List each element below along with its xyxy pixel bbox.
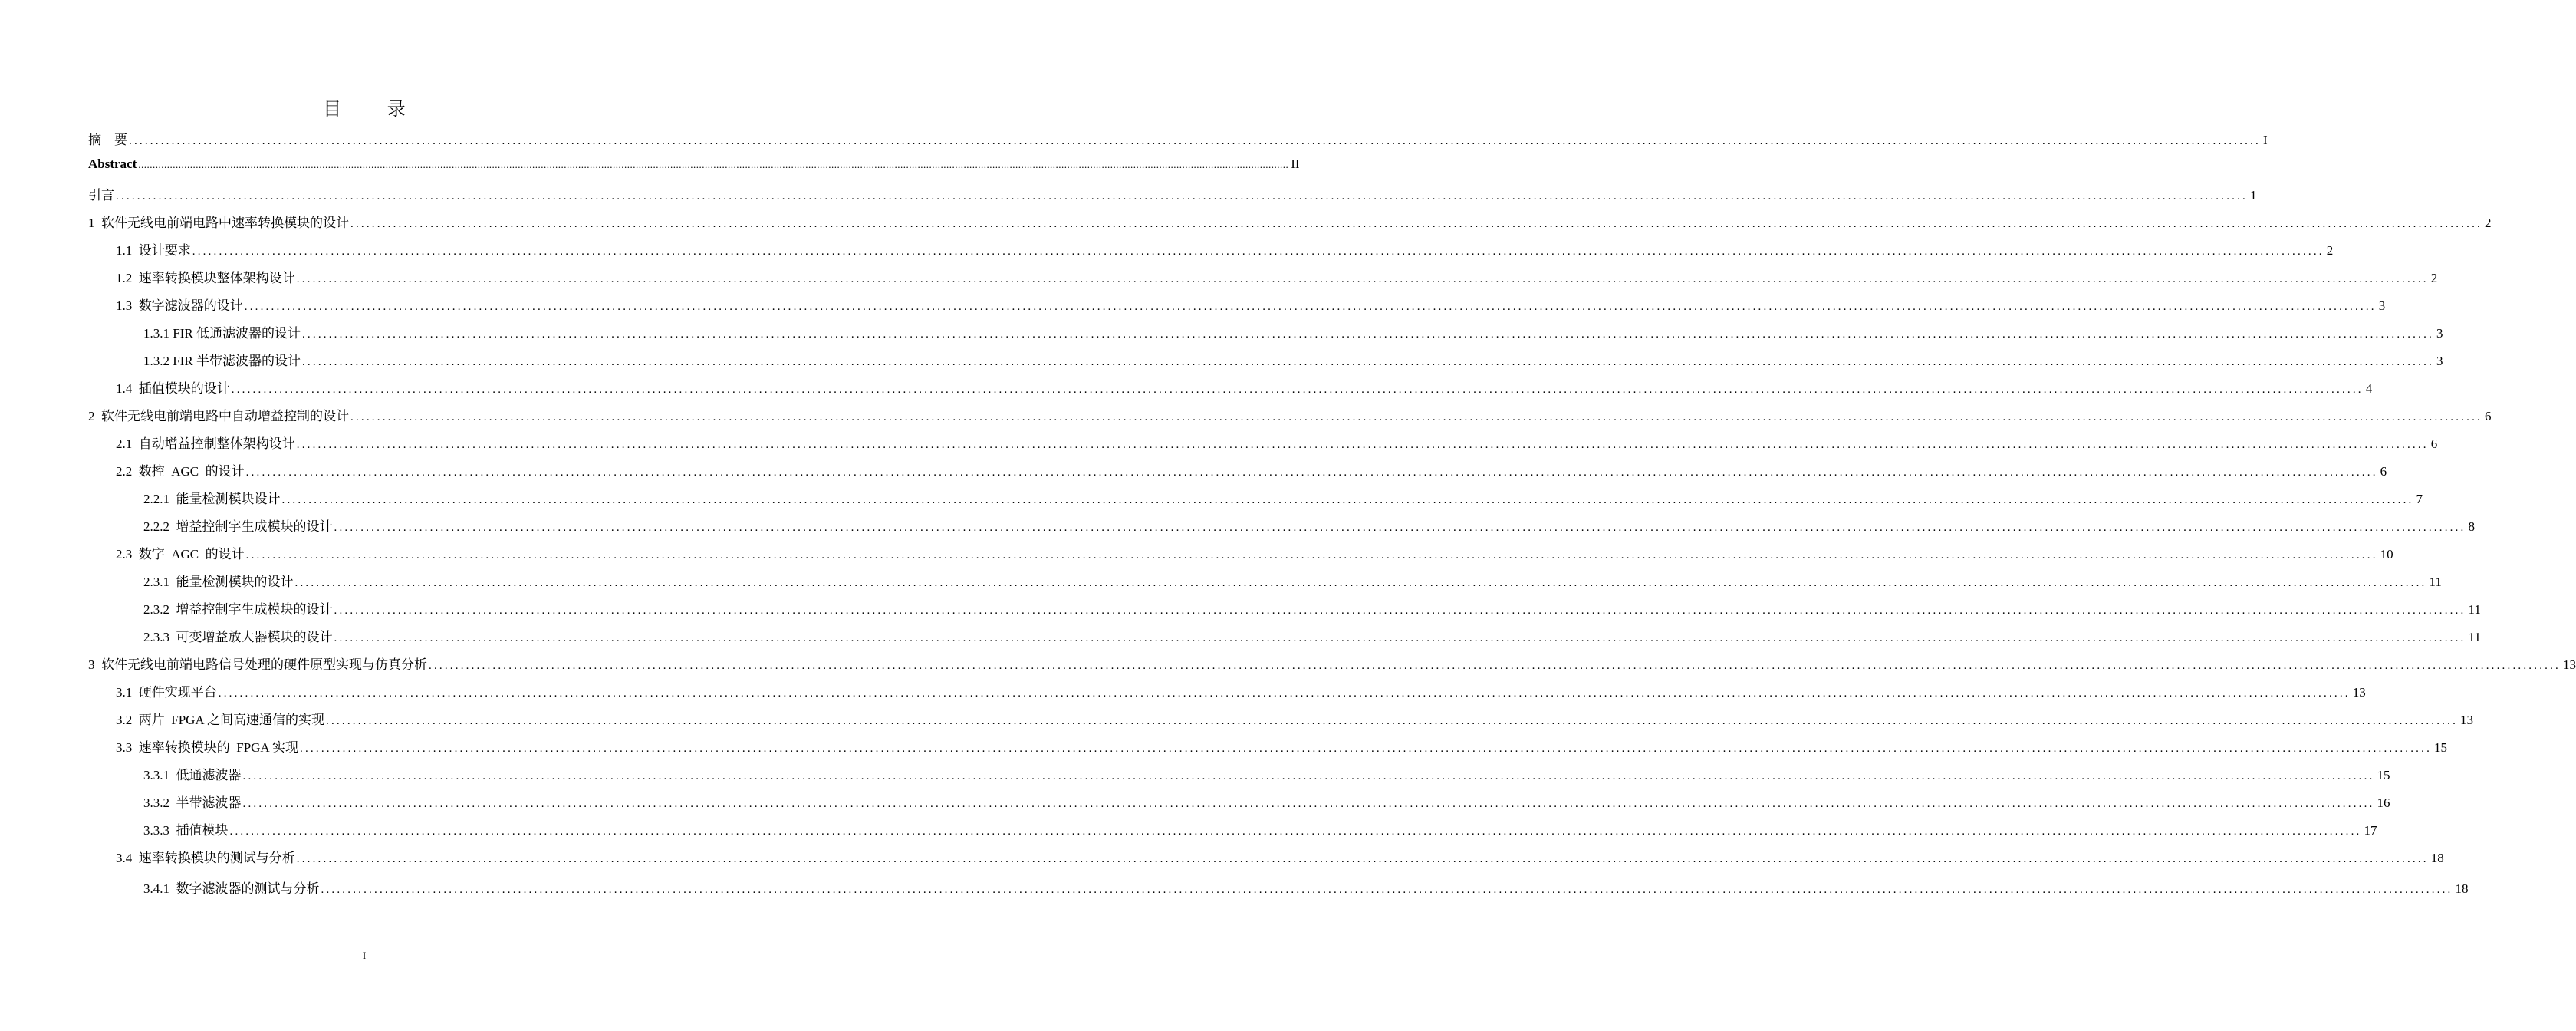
- toc-entry-label: 2.3 数字 AGC 的设计: [116, 547, 245, 562]
- toc-entry[interactable]: [116, 267, 2438, 287]
- toc-dot-leader: ................................................................................................................................................................................................................................................................................................................................................................................................................: [281, 494, 2414, 506]
- toc-dot-leader: ................................................................................................................................................................................................................................................................................................................................................................................................................: [192, 245, 2324, 258]
- toc-entry-page: 13: [2352, 685, 2366, 700]
- toc-dot-leader: ................................................................................................................................................................................................................................................................................................................................................................................................................: [116, 190, 2248, 203]
- toc-entry[interactable]: [143, 571, 2442, 591]
- toc-entry-page: 3: [2378, 298, 2386, 313]
- toc-dot-leader: ................................................................................................................................................................................................................................................................................................................................................................................................................: [350, 411, 2482, 423]
- toc-entry[interactable]: [143, 598, 2481, 618]
- toc-dot-leader: ................................................................................................................................................................................................................................................................................................................................................................................................................: [242, 770, 2375, 782]
- toc-entry[interactable]: [143, 792, 2390, 812]
- toc-entry[interactable]: [88, 405, 2492, 425]
- toc-entry-page: 11: [2429, 575, 2442, 589]
- toc-entry-label: 2.2.2 增益控制字生成模块的设计: [143, 519, 333, 534]
- toc-dot-leader: ................................................................................................................................................................................................................................................................................................................................................................................................................: [218, 687, 2351, 700]
- toc-entry-page: 11: [2468, 630, 2481, 644]
- toc-entry[interactable]: [143, 878, 2469, 898]
- toc-entry-page: 15: [2377, 768, 2390, 782]
- toc-entry-label: 2.3.2 增益控制字生成模块的设计: [143, 602, 333, 617]
- toc-dot-leader: ................................................................................................................................................................................................................................................................................................................................................................................................................: [301, 328, 2434, 341]
- toc-entry[interactable]: [143, 764, 2390, 784]
- toc-entry-label: 1.4 插值模块的设计: [116, 381, 230, 396]
- toc-entry-page: 6: [2430, 436, 2438, 451]
- toc-entry-page: II: [1291, 156, 1300, 171]
- toc-dot-leader: ................................................................................................................................................................................................................................................................................................................................................................................................................: [296, 853, 2429, 865]
- toc-entry-label: 3.3.3 插值模块: [143, 823, 229, 838]
- toc-entry-page: 17: [2364, 823, 2377, 838]
- toc-dot-leader: ................................................................................................................................................................................................................................................................................................................................................................................................................: [138, 159, 1289, 170]
- page-title: 目 录: [323, 98, 426, 120]
- toc-entry[interactable]: [116, 433, 2438, 453]
- toc-dot-leader: ................................................................................................................................................................................................................................................................................................................................................................................................................: [296, 439, 2429, 451]
- toc-entry-page: 6: [2485, 409, 2492, 423]
- toc-entry-label: 2.3.1 能量检测模块的设计: [143, 575, 294, 589]
- toc-entry-page: 3: [2436, 326, 2443, 341]
- toc-entry[interactable]: [116, 543, 2393, 563]
- toc-entry-label: 2 软件无线电前端电路中自动增益控制的设计: [88, 409, 349, 423]
- toc-entry[interactable]: [116, 736, 2448, 756]
- toc-dot-leader: ................................................................................................................................................................................................................................................................................................................................................................................................................: [242, 798, 2375, 810]
- toc-entry-label: 2.2.1 能量检测模块设计: [143, 492, 281, 506]
- toc-entry-label: 1.3.1 FIR 低通滤波器的设计: [143, 326, 301, 341]
- toc-entry-page: 11: [2468, 602, 2481, 617]
- toc-dot-leader: ................................................................................................................................................................................................................................................................................................................................................................................................................: [129, 135, 2261, 147]
- toc-dot-leader: ................................................................................................................................................................................................................................................................................................................................................................................................................: [229, 825, 2362, 838]
- toc-dot-leader: ................................................................................................................................................................................................................................................................................................................................................................................................................: [334, 522, 2466, 534]
- toc-entry[interactable]: [116, 377, 2373, 397]
- toc-dot-leader: ................................................................................................................................................................................................................................................................................................................................................................................................................: [301, 356, 2434, 368]
- toc-entry-page: 1: [2250, 188, 2257, 203]
- toc-dot-leader: ................................................................................................................................................................................................................................................................................................................................................................................................................: [334, 632, 2466, 644]
- toc-entry-page: I: [2263, 133, 2268, 147]
- toc-entry[interactable]: [88, 129, 2268, 149]
- toc-dot-leader: ................................................................................................................................................................................................................................................................................................................................................................................................................: [245, 466, 2378, 479]
- toc-entry-page: 8: [2468, 519, 2475, 534]
- toc-entry-label: 引言: [88, 188, 114, 203]
- toc-entry-label: 2.3.3 可变增益放大器模块的设计: [143, 630, 333, 644]
- toc-entry-label: 2.2 数控 AGC 的设计: [116, 464, 245, 479]
- toc-entry-label: 1.3 数字滤波器的设计: [116, 298, 243, 313]
- toc-entry[interactable]: [88, 156, 1300, 176]
- toc-entry-page: 16: [2377, 795, 2390, 810]
- toc-entry[interactable]: [116, 295, 2386, 315]
- toc-dot-leader: ................................................................................................................................................................................................................................................................................................................................................................................................................: [326, 715, 2459, 727]
- toc-entry-label: 2.1 自动增益控制整体架构设计: [116, 436, 295, 451]
- toc-entry[interactable]: [143, 488, 2423, 508]
- toc-entry-label: 1.3.2 FIR 半带滤波器的设计: [143, 354, 301, 368]
- toc-entry-page: 18: [2430, 851, 2444, 865]
- toc-entry-page: 7: [2416, 492, 2423, 506]
- toc-entry-page: 10: [2380, 547, 2393, 562]
- toc-entry[interactable]: [88, 212, 2492, 232]
- toc-entry[interactable]: [116, 681, 2366, 701]
- toc-entry-label: 1.2 速率转换模块整体架构设计: [116, 271, 295, 285]
- toc-entry[interactable]: [143, 322, 2443, 342]
- page-number: I: [362, 950, 367, 961]
- toc-entry[interactable]: [143, 516, 2475, 535]
- toc-dot-leader: ................................................................................................................................................................................................................................................................................................................................................................................................................: [300, 743, 2433, 755]
- toc-dot-leader: ................................................................................................................................................................................................................................................................................................................................................................................................................: [231, 384, 2364, 396]
- toc-dot-leader: ................................................................................................................................................................................................................................................................................................................................................................................................................: [350, 218, 2482, 230]
- toc-entry-label: 3.3 速率转换模块的 FPGA 实现: [116, 740, 299, 755]
- toc-entry-page: 2: [2430, 271, 2438, 285]
- toc-entry-page: 13: [2460, 713, 2474, 727]
- toc-dot-leader: ................................................................................................................................................................................................................................................................................................................................................................................................................: [321, 884, 2453, 896]
- toc-entry-page: 6: [2380, 464, 2387, 479]
- toc-entry-label: 3.4 速率转换模块的测试与分析: [116, 851, 295, 865]
- toc-entry-page: 15: [2434, 740, 2448, 755]
- toc-entry-label: 3.1 硬件实现平台: [116, 685, 217, 700]
- toc-entry-label: Abstract: [88, 156, 137, 171]
- toc-entry-label: 1.1 设计要求: [116, 243, 191, 258]
- toc-entry-page: 3: [2436, 354, 2443, 368]
- toc-entry-label: 1 软件无线电前端电路中速率转换模块的设计: [88, 216, 349, 230]
- toc-entry-page: 2: [2485, 216, 2492, 230]
- toc-entry[interactable]: [88, 654, 2576, 674]
- toc-entry-page: 4: [2365, 381, 2373, 396]
- toc-entry-label: 摘 要: [88, 133, 127, 147]
- toc-entry-page: 13: [2563, 657, 2576, 672]
- toc-entry-label: 3.3.1 低通滤波器: [143, 768, 242, 782]
- toc-entry[interactable]: [143, 626, 2481, 646]
- toc-entry-page: 2: [2326, 243, 2334, 258]
- toc-entry-label: 3.2 两片 FPGA 之间高速通信的实现: [116, 713, 325, 727]
- toc-entry[interactable]: [88, 184, 2257, 204]
- toc-entry[interactable]: [116, 239, 2334, 259]
- toc-entry[interactable]: [116, 709, 2474, 729]
- toc-entry-label: 3 软件无线电前端电路信号处理的硬件原型实现与仿真分析: [88, 657, 427, 672]
- toc-dot-leader: ................................................................................................................................................................................................................................................................................................................................................................................................................: [296, 273, 2429, 285]
- toc-entry-label: 3.3.2 半带滤波器: [143, 795, 242, 810]
- toc-dot-leader: ................................................................................................................................................................................................................................................................................................................................................................................................................: [429, 660, 2561, 672]
- toc-dot-leader: ................................................................................................................................................................................................................................................................................................................................................................................................................: [294, 577, 2427, 589]
- toc-entry[interactable]: [116, 847, 2444, 867]
- toc-entry-page: 18: [2455, 881, 2469, 896]
- toc-entry[interactable]: [116, 460, 2387, 480]
- toc-dot-leader: ................................................................................................................................................................................................................................................................................................................................................................................................................: [244, 301, 2377, 313]
- toc-dot-leader: ................................................................................................................................................................................................................................................................................................................................................................................................................: [334, 604, 2466, 617]
- toc-entry[interactable]: [143, 819, 2377, 839]
- toc-entry-label: 3.4.1 数字滤波器的测试与分析: [143, 881, 320, 896]
- toc-entry[interactable]: [143, 350, 2443, 370]
- toc-dot-leader: ................................................................................................................................................................................................................................................................................................................................................................................................................: [245, 549, 2378, 562]
